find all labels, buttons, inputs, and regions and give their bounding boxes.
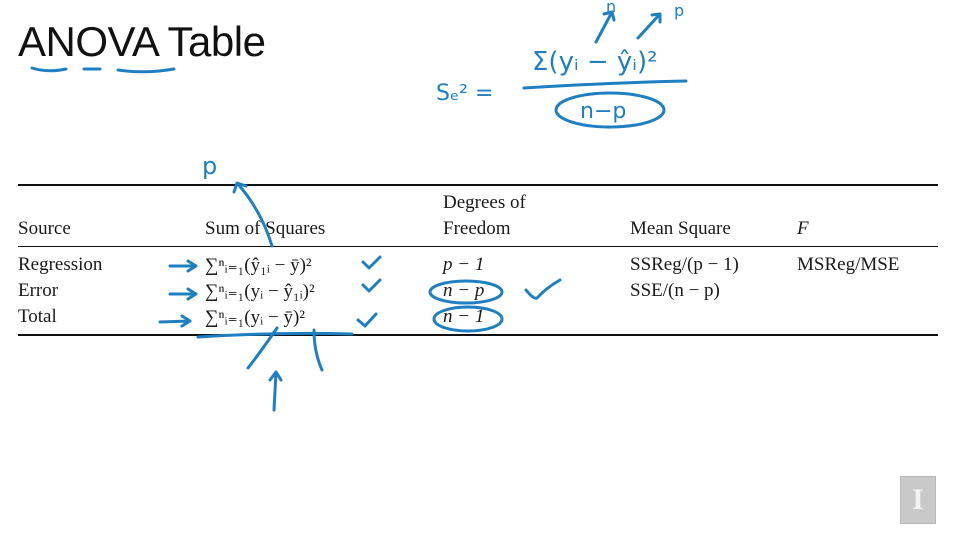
logo-mark: I	[912, 483, 924, 516]
se-numerator: Σ(yᵢ − ŷᵢ)²	[532, 47, 658, 77]
se-denominator: n−p	[580, 99, 627, 124]
row-regression-ss: ∑ⁿᵢ₌₁(ŷ₁ᵢ − ȳ)²	[205, 255, 312, 276]
row-regression-df: p − 1	[443, 254, 485, 275]
header-freedom: Freedom	[443, 218, 511, 239]
header-sum-of-squares: Sum of Squares	[205, 218, 326, 239]
arrow-to-n	[596, 12, 614, 42]
row-regression-ms: SSReg/(p − 1)	[630, 254, 739, 275]
table-top-rule	[18, 184, 938, 186]
denominator-ellipse	[556, 93, 664, 127]
arrow-to-p	[638, 14, 660, 38]
table-header-rule	[18, 246, 938, 247]
up-arrow	[270, 372, 281, 410]
row-error-ms: SSE/(n − p)	[630, 280, 720, 301]
header-source: Source	[18, 218, 71, 239]
row-error-ss: ∑ⁿᵢ₌₁(yᵢ − ŷ₁ᵢ)²	[205, 281, 315, 302]
check-df	[526, 280, 560, 298]
row-arrow-regression	[170, 261, 196, 271]
title-underline-3	[118, 69, 174, 72]
check-total	[358, 314, 376, 326]
label-p-left: p	[202, 152, 218, 180]
row-arrow-error	[170, 289, 196, 299]
slide-title: ANOVA Table	[18, 18, 266, 65]
pointer-ybar	[314, 330, 322, 370]
table-bottom-rule	[18, 334, 938, 336]
row-error-df: n − p	[443, 280, 485, 301]
row-total-ss: ∑ⁿᵢ₌₁(yᵢ − ȳ)²	[205, 307, 305, 328]
se-label: Sₑ² =	[436, 81, 494, 106]
title-underline-1	[32, 68, 66, 71]
check-regression	[363, 257, 380, 268]
label-p-top: p	[674, 1, 685, 20]
row-total-df: n − 1	[443, 306, 485, 327]
row-regression-f: MSReg/MSE	[797, 254, 900, 275]
row-error-source: Error	[18, 280, 59, 301]
row-total-source: Total	[18, 306, 57, 327]
header-f: F	[797, 218, 809, 239]
row-regression-source: Regression	[18, 254, 103, 275]
header-mean-square: Mean Square	[630, 218, 731, 239]
fraction-bar	[524, 81, 686, 88]
check-error	[363, 280, 380, 291]
row-arrow-total	[160, 316, 190, 326]
header-degrees-of: Degrees of	[443, 192, 526, 213]
university-logo	[900, 476, 936, 524]
label-n: n	[606, 0, 617, 16]
